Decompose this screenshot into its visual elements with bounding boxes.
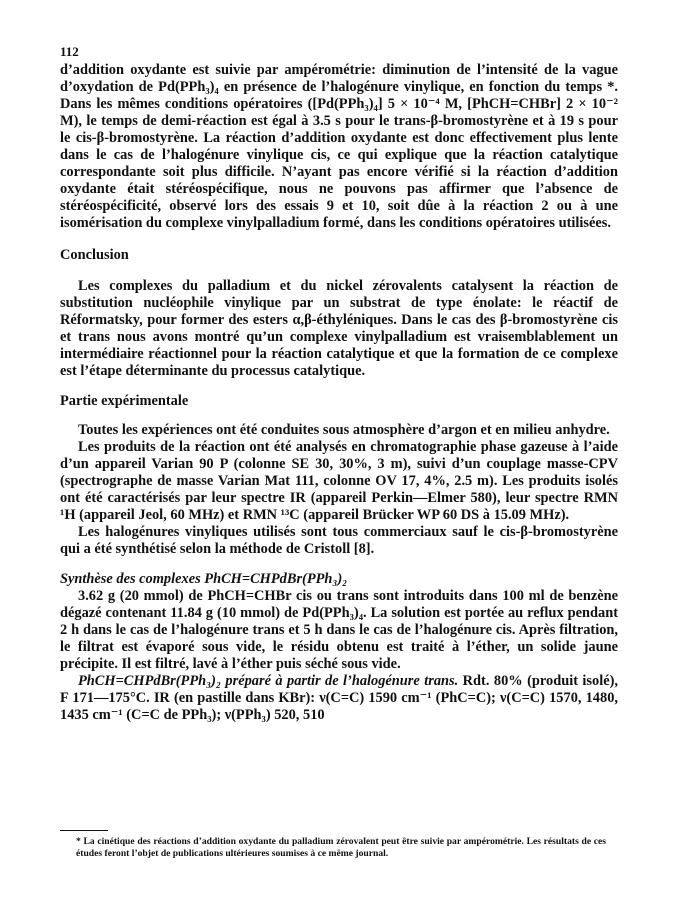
footnote: * La cinétique des réactions d’addition oxydante du palladium zérovalent peut être suivie par ampérométrie. Les résultats de ces études feront l’objet de publications ultérieures soumises à ce même journal. — [76, 836, 606, 859]
paragraph-experimental-2: Les produits de la réaction ont été analysés en chromatographie phase gazeuse à l’aide d’un appareil Varian 90 P (colonne SE 30, 30%, 3 m), suivi d’un couplage masse-CPV (spectrographe de masse Varian Mat 111, colonne OV 17, 4%, 2.5 m). Les produits isolés ont été caractérisés par leur spectre IR (appareil Perkin—Elmer 580), leur spectre RMN ¹H (appareil Jeol, 60 MHz) et RMN ¹³C (appareil Brücker WP 60 DS à 15.09 MHz). — [60, 439, 618, 523]
paragraph-experimental-3: Les halogénures vinyliques utilisés sont tous commerciaux sauf le cis-β-bromostyrène qui a été synthétisé selon la méthode de Cristoll [8]. — [60, 524, 618, 557]
footnote-rule — [60, 830, 108, 831]
paragraph-synthesis-1: 3.62 g (20 mmol) de PhCH=CHBr cis ou trans sont introduits dans 100 ml de benzène dégazé contenant 11.84 g (10 mmol) de Pd(PPh₃)₄. La solution est portée au reflux pendant 2 h dans le cas de l’halogénure trans et 5 h dans le cas de l’halogénure cis. Après filtration, le filtrat est évaporé sous vide, le résidu obtenu est traité à l’éther, un solide jaune précipite. Il est filtré, lavé à l’éther puis séché sous vide. — [60, 588, 618, 672]
heading-experimental: Partie expérimentale — [60, 393, 189, 409]
paragraph-experimental-1: Toutes les expériences ont été conduites sous atmosphère d’argon et en milieu anhydre. — [78, 422, 610, 438]
synthesis-2-rest: Rdt. 80% (produit isolé), F 171—175°C. IR (en pastille dans KBr): ν(C=C) 1590 cm⁻¹ (PhC=C); ν(C=C) 1570, 1480, 1435 cm⁻¹ (C=C de PPh₃); ν(PPh₃) 520, 510 — [60, 673, 619, 723]
synthesis-2-lead: PhCH=CHPdBr(PPh₃)₂ préparé à partir de l’halogénure trans. — [78, 673, 459, 689]
text-column — [60, 62, 618, 724]
heading-synthesis: Synthèse des complexes PhCH=CHPdBr(PPh₃)₂ — [60, 571, 348, 587]
heading-conclusion: Conclusion — [60, 247, 129, 263]
paragraph-oxidative-addition: d’addition oxydante est suivie par ampérométrie: diminution de l’intensité de la vague d’oxydation de Pd(PPh₃)₄ en présence de l’halogénure vinylique, en fonction du temps *. Dans les mêmes conditions opératoires ([Pd(PPh₃)₄] 5 × 10⁻⁴ M, [PhCH=CHBr] 2 × 10⁻² M), le temps de demi-réaction est égal à 3.5 s pour le trans-β-bromostyrène et à 19 s pour le cis-β-bromostyrène. La réaction d’addition oxydante est donc effectivement plus lente dans le cas de l’halogénure vinylique cis, ce qui explique que la réaction catalytique correspondante soit plus difficile. N’ayant pas encore vérifié si la réaction d’addition oxydante était stéréospécifique, nous ne pouvons pas affirmer que l’absence de stéréospécificité, observé lors des essais 9 et 10, soit dûe à la réaction 2 ou à une isomérisation du complexe vinylpalladium formé, dans les conditions opératoires utilisées. — [60, 62, 618, 231]
paragraph-conclusion: Les complexes du palladium et du nickel zérovalents catalysent la réaction de substitution nucléophile vinylique par un substrat de type énolate: le réactif de Réformatsky, pour former des esters α,β-éthyléniques. Dans le cas des β-bromostyrène cis et trans nous avons montré qu’un complexe vinylpalladium est vraisemblablement un intermédiaire réactionnel pour la réaction catalytique et que la formation de ce complexe est l’étape déterminante du processus catalytique. — [60, 278, 618, 379]
paragraph-synthesis-2 — [60, 673, 618, 724]
page-number: 112 — [60, 44, 79, 59]
